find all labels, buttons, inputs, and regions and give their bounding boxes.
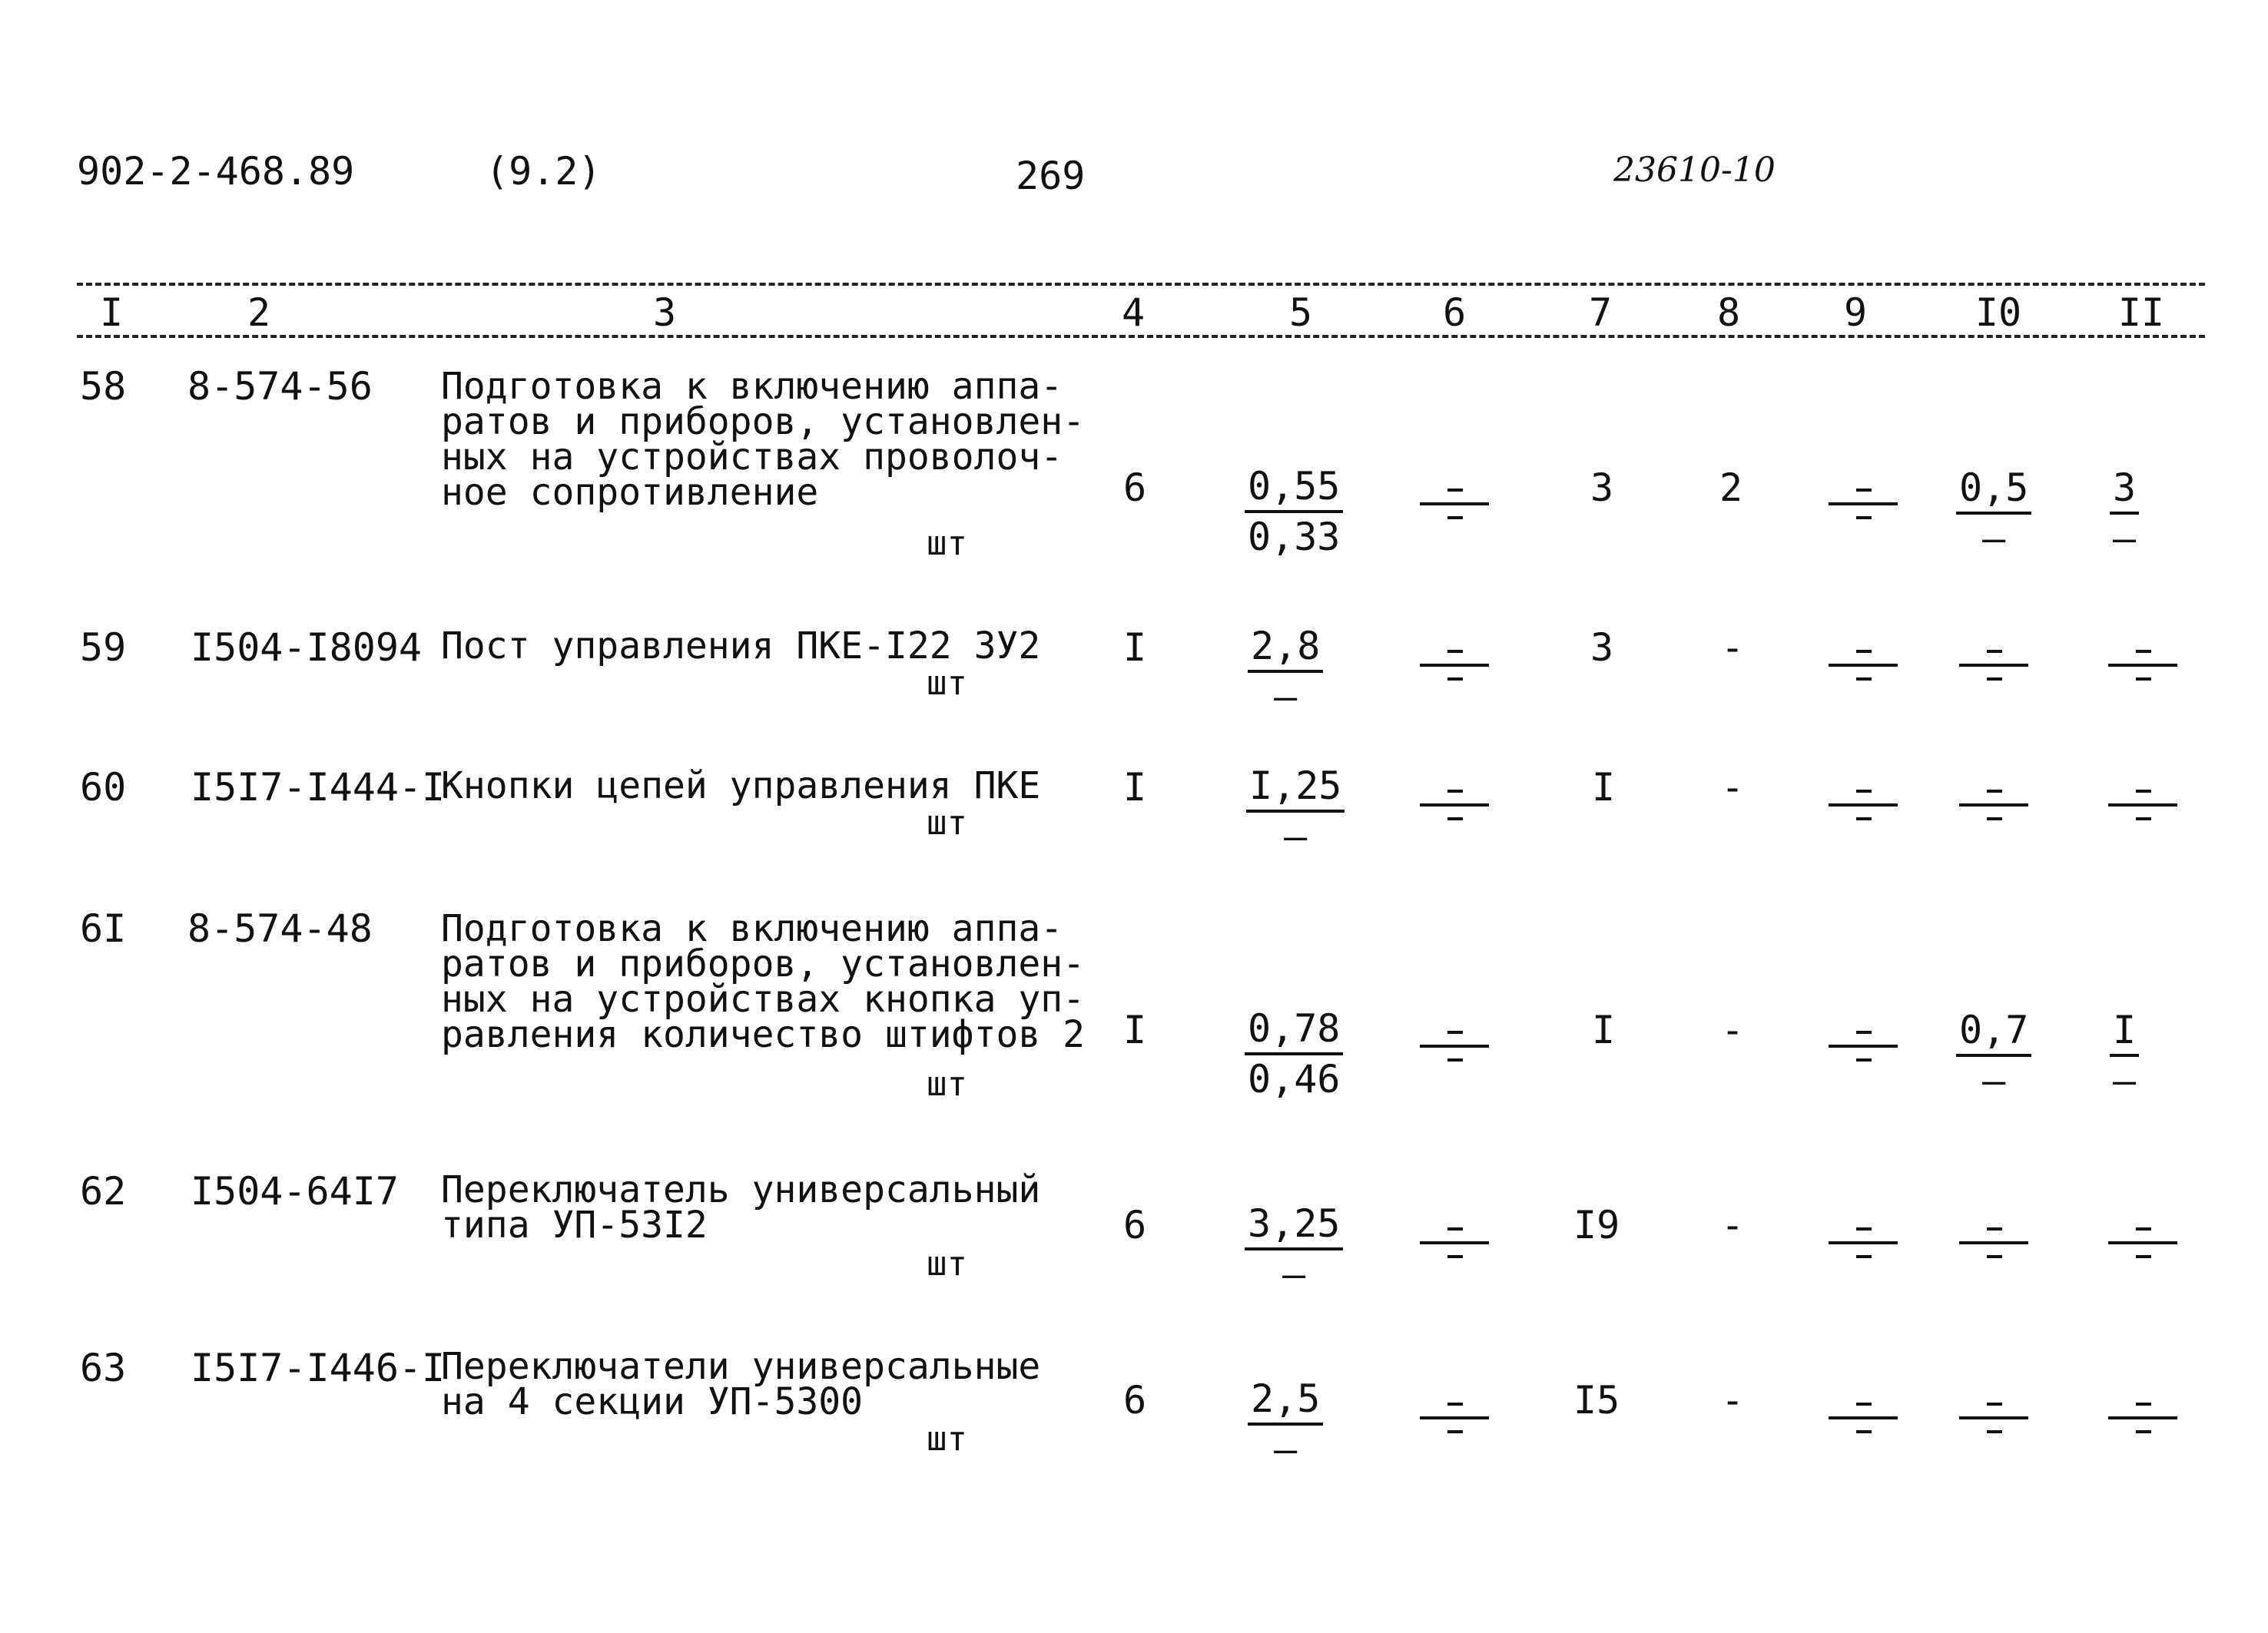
empty-fraction: [1959, 1227, 2028, 1274]
column-7-value: I9: [1573, 1203, 1620, 1247]
cost-fraction: [1245, 464, 1343, 559]
column-8-value: -: [1721, 765, 1745, 810]
rate-code: I5I7-I446-I: [191, 1346, 446, 1390]
column-10-secondary: –: [1982, 1058, 2006, 1103]
cost-secondary: –: [1274, 674, 1298, 719]
column-7-value: 3: [1590, 465, 1614, 510]
row-number: 59: [80, 625, 127, 670]
column-10-value: 0,7: [1956, 1011, 2031, 1057]
cost-secondary: –: [1282, 1252, 1306, 1297]
column-8-value: 2: [1719, 465, 1743, 510]
empty-fraction: [1959, 790, 2028, 836]
column-number-8: 8: [1716, 290, 1741, 335]
work-description: Подготовка к включению аппа- ратов и приборов, установлен- ных на устройствах кнопка уп- равления количество штифтов 2: [441, 907, 1086, 1056]
cost-fraction: [1246, 764, 1345, 859]
cost-value: 3,25: [1245, 1204, 1343, 1250]
column-11-value: I: [2110, 1011, 2139, 1057]
column-8-value: -: [1721, 1203, 1745, 1247]
page-number: 269: [1016, 154, 1086, 198]
column-7-value: I5: [1573, 1378, 1620, 1423]
header-rule-bottom: [77, 335, 2205, 338]
empty-fraction: [1829, 650, 1898, 696]
column-11-fraction: [2110, 1008, 2139, 1103]
empty-fraction: [1829, 1031, 1898, 1077]
unit-label: шт: [927, 1065, 967, 1104]
unit-label: шт: [927, 524, 967, 563]
row-number: 60: [80, 765, 127, 810]
rate-code: 8-574-48: [187, 906, 373, 951]
unit-label: шт: [927, 803, 967, 843]
cost-value: 0,55: [1245, 467, 1343, 513]
document-code: 902-2-468.89: [77, 149, 355, 194]
cost-fraction: [1245, 1201, 1343, 1297]
empty-fraction: [2108, 1403, 2177, 1449]
column-number-5: 5: [1288, 290, 1313, 335]
row-number: 58: [80, 364, 127, 409]
work-description: Пост управления ПКЕ-I22 3У2: [441, 624, 1041, 667]
rate-code: I504-I8094: [191, 625, 423, 670]
column-number-3: 3: [652, 290, 677, 335]
quantity: 6: [1123, 465, 1147, 510]
column-8-value: -: [1721, 1008, 1745, 1052]
quantity: I: [1123, 765, 1147, 810]
work-description: Переключатель универсальный типа УП-53I2: [441, 1168, 1041, 1247]
empty-fraction: [1829, 1227, 1898, 1274]
column-number-4: 4: [1121, 290, 1146, 335]
cost-fraction: [1248, 624, 1323, 719]
empty-fraction: [1829, 489, 1898, 535]
empty-fraction: [1420, 650, 1489, 696]
empty-fraction: [2108, 650, 2177, 696]
empty-fraction: [1959, 1403, 2028, 1449]
unit-label: шт: [927, 1419, 967, 1459]
cost-value: 2,5: [1248, 1380, 1323, 1426]
cost-secondary: 0,33: [1248, 515, 1341, 559]
unit-label: шт: [927, 1244, 967, 1284]
header-rule-top: [77, 283, 2205, 286]
empty-fraction: [1420, 489, 1489, 535]
cost-secondary: –: [1284, 814, 1308, 859]
column-11-secondary: –: [2113, 516, 2137, 561]
column-number-6: 6: [1442, 290, 1467, 335]
column-11-value: 3: [2110, 469, 2139, 515]
column-number-7: 7: [1588, 290, 1613, 335]
column-7-value: I: [1592, 1008, 1616, 1052]
empty-fraction: [1829, 790, 1898, 836]
work-description: Переключатели универсальные на 4 секции УП-5300: [441, 1345, 1041, 1423]
unit-label: шт: [927, 664, 967, 703]
column-11-secondary: –: [2113, 1058, 2137, 1103]
empty-fraction: [2108, 1227, 2177, 1274]
column-10-value: 0,5: [1956, 469, 2031, 515]
rate-code: 8-574-56: [187, 364, 373, 409]
cost-value: I,25: [1246, 767, 1345, 813]
quantity: 6: [1123, 1378, 1147, 1423]
cost-secondary: –: [1274, 1427, 1298, 1472]
column-8-value: -: [1721, 625, 1745, 670]
row-number: 6I: [80, 906, 127, 951]
quantity: 6: [1123, 1203, 1147, 1247]
empty-fraction: [1420, 1403, 1489, 1449]
column-number-2: 2: [247, 290, 271, 335]
column-10-secondary: –: [1982, 516, 2006, 561]
work-description: Подготовка к включению аппа- ратов и приборов, установлен- ных на устройствах проволоч- ное сопротивление: [441, 365, 1086, 514]
row-number: 62: [80, 1169, 127, 1214]
empty-fraction: [1959, 650, 2028, 696]
column-8-value: -: [1721, 1378, 1745, 1423]
cost-fraction: [1245, 1006, 1343, 1101]
column-10-fraction: [1956, 465, 2031, 561]
cost-fraction: [1248, 1376, 1323, 1472]
empty-fraction: [1420, 790, 1489, 836]
rate-code: I5I7-I444-I: [191, 765, 446, 810]
empty-fraction: [1829, 1403, 1898, 1449]
cost-secondary: 0,46: [1248, 1057, 1341, 1101]
empty-fraction: [2108, 790, 2177, 836]
cost-value: 0,78: [1245, 1009, 1343, 1055]
column-number-9: 9: [1843, 290, 1868, 335]
column-7-value: 3: [1590, 625, 1614, 670]
row-number: 63: [80, 1346, 127, 1390]
column-11-fraction: [2110, 465, 2139, 561]
column-7-value: I: [1592, 765, 1616, 810]
archive-number: 23610-10: [1613, 151, 1776, 190]
column-number-10: I0: [1975, 290, 2022, 335]
rate-code: I504-64I7: [191, 1169, 399, 1214]
empty-fraction: [1420, 1227, 1489, 1274]
column-number-1: I: [99, 290, 124, 335]
column-number-11: II: [2117, 290, 2165, 335]
quantity: I: [1123, 1008, 1147, 1052]
cost-value: 2,8: [1248, 627, 1323, 673]
quantity: I: [1123, 625, 1147, 670]
empty-fraction: [1420, 1031, 1489, 1077]
section-number: (9.2): [486, 149, 602, 194]
work-description: Кнопки цепей управления ПКЕ: [441, 764, 1041, 807]
column-10-fraction: [1956, 1008, 2031, 1103]
